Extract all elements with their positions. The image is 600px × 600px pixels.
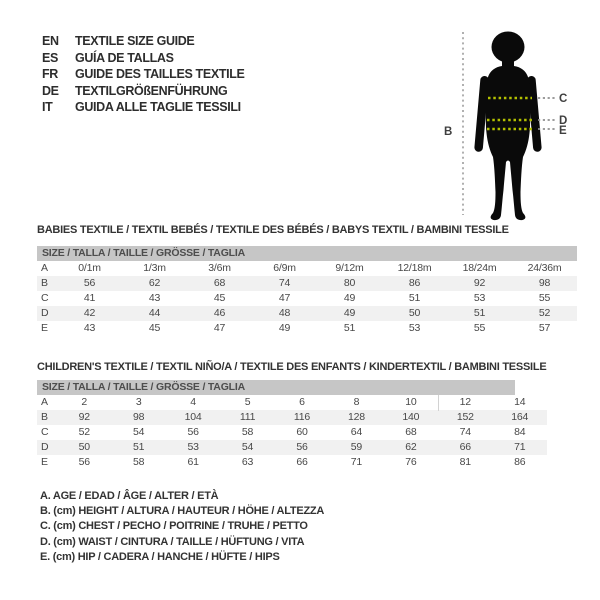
size-cell: 66 <box>459 441 471 453</box>
size-cell: 64 <box>350 426 363 438</box>
size-cell: 116 <box>293 411 311 423</box>
row-label: E <box>41 322 48 334</box>
size-cell: 68 <box>213 277 226 289</box>
size-cell: 92 <box>473 277 486 289</box>
table-row-e <box>37 321 577 336</box>
legend-line: B. (cm) HEIGHT / ALTURA / HAUTEUR / HÖHE / ALTEZZA <box>40 505 325 518</box>
size-cell: 63 <box>241 456 254 468</box>
size-cell: 3/6m <box>208 262 231 274</box>
highlight-box-edge <box>438 395 439 411</box>
size-cell: 53 <box>408 322 421 334</box>
child-silhouette-diagram <box>435 10 600 225</box>
language-row-es <box>42 50 245 67</box>
size-cell: 6/9m <box>273 262 296 274</box>
table-row-a <box>37 395 547 410</box>
size-cell: 55 <box>473 322 486 334</box>
size-cell: 8 <box>353 396 360 408</box>
size-cell: 128 <box>347 411 365 423</box>
height-label: B <box>444 126 453 138</box>
size-cell: 74 <box>459 426 471 438</box>
size-cell: 49 <box>343 307 356 319</box>
size-cell: 71 <box>514 441 526 453</box>
size-cell: 56 <box>187 426 199 438</box>
size-cell: 98 <box>538 277 551 289</box>
size-cell: 49 <box>278 322 291 334</box>
row-label: C <box>41 292 49 304</box>
size-cell: 58 <box>241 426 254 438</box>
size-cell: 84 <box>514 426 526 438</box>
size-cell: 52 <box>78 426 90 438</box>
language-code: DE <box>42 83 59 98</box>
row-label: D <box>41 307 49 319</box>
size-cell: 14 <box>514 396 526 408</box>
babies-table-rows <box>37 261 577 336</box>
size-header-bar: SIZE / TALLA / TAILLE / GRÖSSE / TAGLIA <box>37 380 547 395</box>
size-cell: 12 <box>459 396 471 408</box>
size-cell: 2 <box>81 396 88 408</box>
size-cell: 68 <box>405 426 417 438</box>
table-row-d <box>37 306 577 321</box>
size-cell: 12/18m <box>397 262 432 274</box>
size-cell: 41 <box>83 292 96 304</box>
language-title: GUIDE DES TAILLES TEXTILE <box>75 67 245 82</box>
size-cell: 47 <box>278 292 291 304</box>
child-silhouette <box>474 32 542 221</box>
size-cell: 45 <box>213 292 226 304</box>
size-cell: 51 <box>343 322 356 334</box>
size-cell: 53 <box>473 292 486 304</box>
children-size-table <box>37 380 547 470</box>
row-label: C <box>41 426 49 438</box>
row-label: E <box>41 456 48 468</box>
size-cell: 10 <box>405 396 417 408</box>
language-row-it <box>42 99 245 116</box>
size-cell: 45 <box>148 322 161 334</box>
language-row-en <box>42 33 245 50</box>
children-table-title: CHILDREN'S TEXTILE / TEXTIL NIÑO/A / TEXTILE DES ENFANTS / KINDERTEXTIL / BAMBINI TESSILE <box>37 361 547 373</box>
size-cell: 56 <box>78 456 90 468</box>
size-cell: 81 <box>459 456 471 468</box>
size-cell: 66 <box>296 456 308 468</box>
size-cell: 46 <box>213 307 226 319</box>
size-cell: 59 <box>350 441 363 453</box>
row-label: A <box>41 262 48 274</box>
size-cell: 62 <box>405 441 417 453</box>
size-cell: 48 <box>278 307 291 319</box>
size-cell: 52 <box>538 307 551 319</box>
size-cell: 74 <box>278 277 291 289</box>
size-cell: 152 <box>456 411 474 423</box>
babies-table-title: BABIES TEXTILE / TEXTIL BEBÉS / TEXTILE DES BÉBÉS / BABYS TEXTIL / BAMBINI TESSILE <box>37 224 509 236</box>
language-code: ES <box>42 50 58 65</box>
language-title: GUIDA ALLE TAGLIE TESSILI <box>75 100 241 115</box>
size-cell: 54 <box>241 441 254 453</box>
size-cell: 42 <box>83 307 96 319</box>
size-cell: 53 <box>187 441 199 453</box>
babies-size-table <box>37 246 577 336</box>
size-cell: 56 <box>296 441 308 453</box>
size-cell: 111 <box>239 411 256 423</box>
children-table-rows <box>37 395 547 470</box>
hip-label: E <box>559 125 567 137</box>
size-cell: 62 <box>148 277 161 289</box>
size-cell: 43 <box>148 292 161 304</box>
size-cell: 140 <box>402 411 420 423</box>
size-cell: 55 <box>538 292 551 304</box>
legend-line: D. (cm) WAIST / CINTURA / TAILLE / HÜFTUNG / VITA <box>40 535 305 548</box>
size-cell: 164 <box>511 411 529 423</box>
size-cell: 80 <box>343 277 356 289</box>
language-title-block <box>42 33 245 116</box>
size-cell: 47 <box>213 322 226 334</box>
size-cell: 49 <box>343 292 356 304</box>
size-cell: 44 <box>148 307 161 319</box>
size-cell: 57 <box>538 322 551 334</box>
row-label: A <box>41 396 48 408</box>
size-cell: 58 <box>133 456 145 468</box>
size-cell: 86 <box>408 277 421 289</box>
language-title: GUÍA DE TALLAS <box>75 50 174 65</box>
size-cell: 60 <box>296 426 308 438</box>
language-code: IT <box>42 100 53 115</box>
row-label: D <box>41 441 49 453</box>
table-row-a <box>37 261 577 276</box>
row-label: B <box>41 277 48 289</box>
row-label: B <box>41 411 48 423</box>
size-cell: 50 <box>408 307 421 319</box>
size-cell: 56 <box>83 277 96 289</box>
size-cell: 18/24m <box>462 262 497 274</box>
table-row-c <box>37 425 547 440</box>
size-cell: 6 <box>299 396 305 408</box>
size-cell: 92 <box>78 411 90 423</box>
size-cell: 86 <box>514 456 526 468</box>
size-cell: 43 <box>83 322 96 334</box>
table-row-e <box>37 455 547 470</box>
table-row-c <box>37 291 577 306</box>
size-cell: 76 <box>405 456 417 468</box>
size-cell: 0/1m <box>78 262 101 274</box>
table-row-b <box>37 410 547 425</box>
size-cell: 54 <box>133 426 145 438</box>
language-row-de <box>42 83 245 100</box>
size-cell: 4 <box>190 396 196 408</box>
size-cell: 9/12m <box>335 262 364 274</box>
legend-line: C. (cm) CHEST / PECHO / POITRINE / TRUHE / PETTO <box>40 520 308 533</box>
size-cell: 98 <box>133 411 145 423</box>
size-cell: 5 <box>244 396 251 408</box>
waist-label: D <box>559 115 568 127</box>
measurement-figure <box>435 10 600 225</box>
size-cell: 24/36m <box>527 262 562 274</box>
language-title: TEXTILGRÖßENFÜHRUNG <box>75 83 228 98</box>
language-code: EN <box>42 34 59 48</box>
language-title: TEXTILE SIZE GUIDE <box>75 34 195 48</box>
table-row-d <box>37 440 547 455</box>
size-header-bar: SIZE / TALLA / TAILLE / GRÖSSE / TAGLIA <box>37 246 577 261</box>
size-cell: 51 <box>408 292 421 304</box>
measurement-legend <box>40 489 324 565</box>
table-row-b <box>37 276 577 291</box>
size-cell: 51 <box>133 441 145 453</box>
chest-label: C <box>559 93 568 105</box>
legend-line: E. (cm) HIP / CADERA / HANCHE / HÜFTE / HIPS <box>40 550 280 563</box>
legend-line: A. AGE / EDAD / ÂGE / ALTER / ETÀ <box>40 490 219 502</box>
size-cell: 61 <box>187 456 199 468</box>
silhouette-body <box>485 66 530 220</box>
size-cell: 51 <box>473 307 486 319</box>
size-cell: 50 <box>78 441 90 453</box>
size-cell: 71 <box>350 456 363 468</box>
size-cell: 104 <box>184 411 202 423</box>
language-code: FR <box>42 67 58 82</box>
size-cell: 3 <box>135 396 142 408</box>
language-row-fr <box>42 66 245 83</box>
size-cell: 1/3m <box>143 262 166 274</box>
